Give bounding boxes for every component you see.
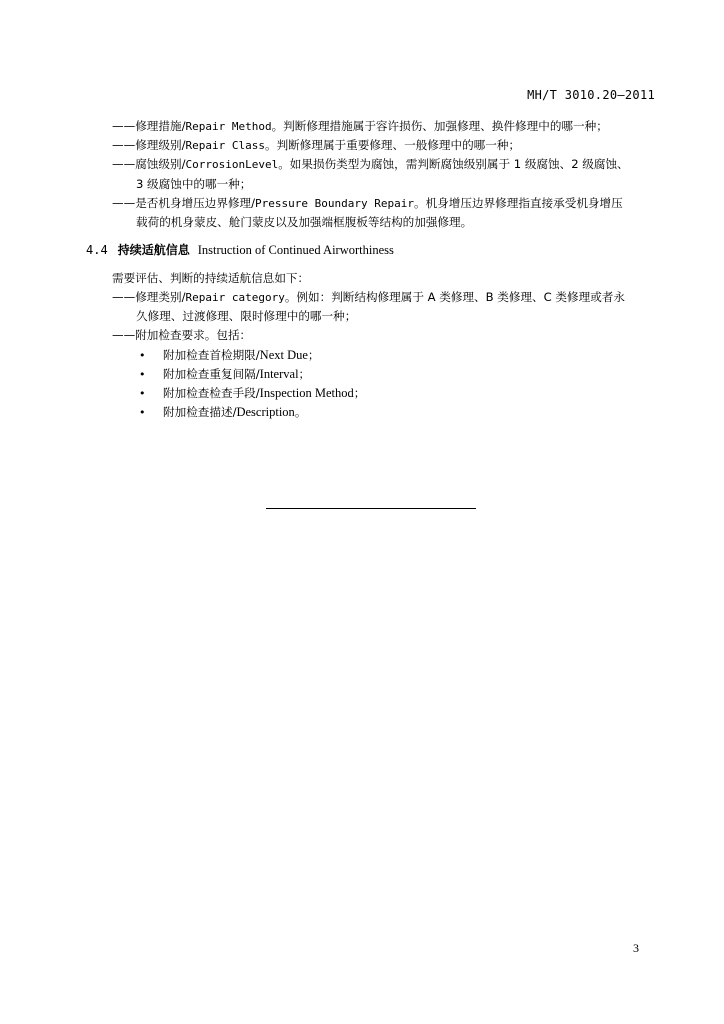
list-item-label: 腐蚀级别/ [135, 157, 186, 171]
bullet-punct: 。 [294, 405, 307, 419]
list-item-repair-category [112, 289, 625, 306]
list-item-repair-category-cont [136, 308, 356, 324]
list-item-text: 久修理、过渡修理、限时修理中的哪一种； [136, 309, 357, 323]
list-item-label: 是否机身增压边界修理/ [135, 196, 256, 210]
section-intro: 需要评估、判断的持续适航信息如下： [112, 271, 310, 285]
list-item-pressure-boundary [112, 195, 623, 212]
bullet-icon: • [139, 349, 146, 362]
em-dash: —— [112, 196, 136, 210]
section-number: 4.4 [86, 243, 108, 257]
list-item-term: Pressure Boundary Repair [255, 197, 414, 210]
list-item-pressure-boundary-cont [136, 214, 472, 230]
em-dash: —— [112, 157, 136, 171]
list-item-term: Repair Method [185, 120, 272, 133]
list-item-label: 修理类别/ [135, 290, 186, 304]
list-item-term: Repair category [185, 291, 285, 304]
list-item-text: 3 级腐蚀中的哪一种； [136, 177, 252, 191]
list-item-text: 。例如：判断结构修理属于 A 类修理、B 类修理、C 类修理或者永 [284, 290, 625, 304]
list-item-text: 。机身增压边界修理指直接承受机身增压 [414, 196, 623, 210]
list-item-additional-inspection [112, 327, 251, 343]
list-item-corrosion-level [112, 156, 629, 173]
list-item-term: CorrosionLevel [185, 158, 279, 171]
bullet-label: 附加检查描述/ [163, 405, 237, 419]
bullet-icon: • [139, 387, 146, 400]
end-of-document-rule [266, 508, 476, 509]
bullet-label: 附加检查首检期限/ [163, 348, 260, 362]
list-item-text: 。判断修理属于重要修理、一般修理中的哪一种； [264, 138, 521, 152]
list-item-text: 载荷的机身蒙皮、舱门蒙皮以及加强端框腹板等结构的加强修理。 [136, 215, 473, 229]
bullet-item-next-due [139, 347, 320, 364]
section-title-cn: 持续适航信息 [117, 243, 190, 257]
bullet-icon: • [139, 368, 146, 381]
bullet-term: Inspection Method [259, 386, 354, 400]
list-item-label: 修理级别/ [135, 138, 186, 152]
bullet-item-inspection-method [139, 385, 365, 402]
list-item-repair-method [112, 118, 608, 135]
bullet-term: Description [236, 405, 295, 419]
page-number: 3 [633, 941, 639, 955]
list-item-text: 。如果损伤类型为腐蚀，需判断腐蚀级别属于 1 级腐蚀、2 级腐蚀、 [278, 157, 629, 171]
em-dash: —— [112, 138, 136, 152]
list-item-corrosion-level-cont [136, 176, 251, 192]
list-item-repair-class [112, 137, 520, 154]
list-item-term: Repair Class [185, 139, 265, 152]
bullet-label: 附加检查检查手段/ [163, 386, 260, 400]
list-item-label: 修理措施/ [135, 119, 186, 133]
bullet-term: Next Due [259, 348, 308, 362]
list-item-label: 附加检查要求。包括： [135, 328, 252, 342]
bullet-item-description [139, 404, 306, 421]
list-item-text: 。判断修理措施属于容许损伤、加强修理、换件修理中的哪一种； [271, 119, 608, 133]
em-dash: —— [112, 119, 136, 133]
bullet-term: Interval [259, 367, 299, 381]
bullet-label: 附加检查重复间隔/ [163, 367, 260, 381]
bullet-icon: • [139, 406, 146, 419]
em-dash: —— [112, 328, 136, 342]
bullet-punct: ； [307, 348, 320, 362]
section-heading [86, 242, 394, 258]
bullet-punct: ； [353, 386, 366, 400]
section-title-en: Instruction of Continued Airworthiness [197, 243, 394, 257]
document-code-header: MH/T 3010.20—2011 [527, 88, 655, 102]
bullet-punct: ； [298, 367, 311, 381]
em-dash: —— [112, 290, 136, 304]
bullet-item-interval [139, 366, 310, 383]
